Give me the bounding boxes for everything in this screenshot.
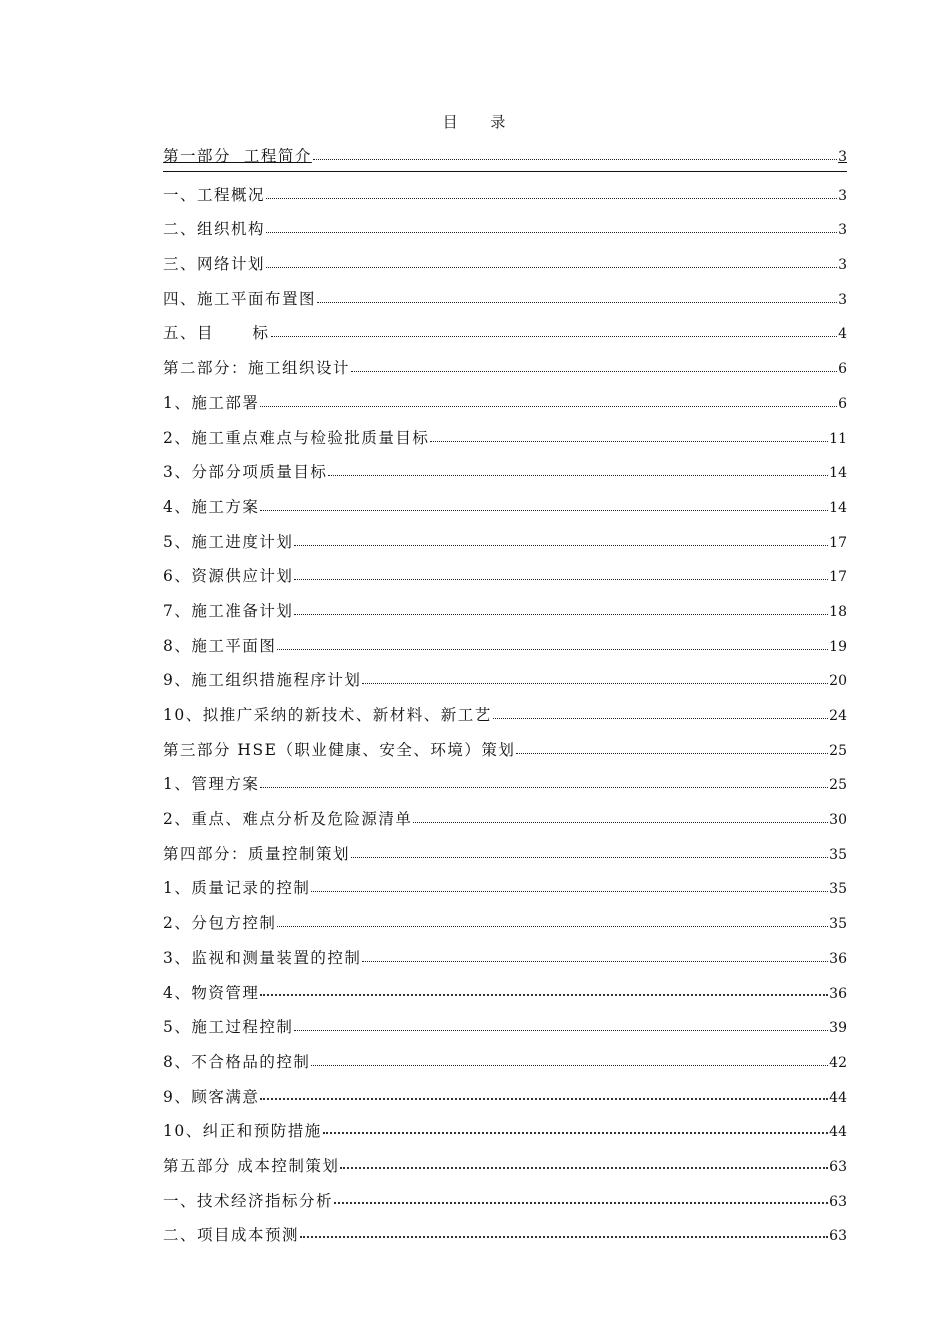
toc-entry-page: 19: [829, 638, 847, 655]
leader-dots: [351, 370, 837, 372]
toc-entry-page: 6: [838, 361, 847, 378]
toc-entry-page: 35: [829, 881, 847, 898]
leader-dots: [294, 578, 828, 580]
toc-entry-page: 24: [829, 708, 847, 724]
toc-entry-page: 3: [838, 149, 847, 165]
toc-entry[interactable]: [163, 490, 847, 525]
toc-entry[interactable]: [163, 282, 847, 317]
toc-entry[interactable]: [163, 1114, 847, 1149]
toc-entry-page: 44: [829, 1089, 847, 1106]
leader-dots: [340, 1166, 828, 1169]
toc-entry-label: 第五部分 成本控制策划: [163, 1156, 340, 1175]
leader-dots: [294, 1029, 828, 1031]
toc-title: 目 录: [442, 113, 520, 131]
leader-dots: [266, 197, 837, 199]
toc-entry[interactable]: [163, 1080, 847, 1115]
toc-entry-label: 8、不合格品的控制: [163, 1052, 311, 1071]
toc-entry[interactable]: [163, 559, 847, 594]
leader-dots: [362, 682, 828, 684]
toc-entry-label: 四、施工平面布置图: [163, 289, 317, 308]
toc-entry[interactable]: [163, 142, 847, 172]
toc-entry[interactable]: [163, 1010, 847, 1045]
toc-entry-page: 42: [829, 1054, 847, 1071]
toc-entry[interactable]: [163, 941, 847, 976]
toc-entry-page: 36: [829, 985, 847, 1002]
toc-entry[interactable]: [163, 316, 847, 351]
toc-entry[interactable]: [163, 525, 847, 560]
leader-dots: [313, 158, 837, 160]
toc-entry-page: 30: [829, 812, 847, 829]
toc-entry-label: 2、施工重点难点与检验批质量目标: [163, 428, 430, 447]
leader-dots: [328, 474, 828, 476]
toc-entry-label: 2、重点、难点分析及危险源清单: [163, 810, 413, 829]
toc-entry[interactable]: [163, 351, 847, 386]
toc-entry-label: 五、目 标: [163, 324, 270, 343]
toc-entry[interactable]: [163, 421, 847, 456]
leader-dots: [311, 890, 828, 892]
toc-entry-page: 44: [829, 1124, 847, 1141]
toc-entry-page: 25: [829, 742, 847, 759]
toc-entry[interactable]: [163, 212, 847, 247]
toc-entry-page: 20: [829, 673, 847, 690]
toc-entry[interactable]: [163, 733, 847, 768]
toc-entry-label: 二、项目成本预测: [163, 1226, 300, 1245]
leader-dots: [277, 648, 828, 650]
toc-entry[interactable]: [163, 594, 847, 629]
toc-entry-label: 3、分部分项质量目标: [163, 463, 328, 482]
toc-entry[interactable]: [163, 698, 847, 733]
toc-entry-label: 9、施工组织措施程序计划: [163, 671, 362, 690]
leader-dots: [300, 1235, 828, 1238]
toc-entry-page: 14: [829, 499, 847, 516]
toc-entry[interactable]: [163, 871, 847, 906]
toc-entry[interactable]: [163, 976, 847, 1011]
toc-entry[interactable]: [163, 629, 847, 664]
toc-entry-label: 6、资源供应计划: [163, 567, 294, 586]
leader-dots: [260, 509, 828, 511]
leader-dots: [266, 231, 837, 233]
leader-dots: [311, 1064, 828, 1066]
toc-entry[interactable]: [163, 767, 847, 802]
leader-dots: [271, 335, 838, 337]
toc-entry-label: 5、施工过程控制: [163, 1018, 294, 1037]
leader-dots: [516, 752, 828, 754]
toc-entry-label: 第一部分 工程简介: [163, 147, 312, 165]
toc-entry[interactable]: [163, 247, 847, 282]
toc-entry-label: 8、施工平面图: [163, 636, 277, 655]
toc-entry-label: 10、拟推广采纳的新技术、新材料、新工艺: [163, 706, 492, 724]
leader-dots: [277, 925, 828, 927]
toc-entry[interactable]: [163, 1149, 847, 1184]
leader-dots: [334, 1201, 828, 1204]
toc-entry-page: 63: [829, 1158, 847, 1175]
toc-entry[interactable]: [163, 178, 847, 213]
leader-dots: [260, 786, 828, 788]
toc-entry-page: 36: [829, 950, 847, 967]
toc-entry[interactable]: [163, 663, 847, 698]
toc-entry-label: 3、监视和测量装置的控制: [163, 948, 362, 967]
toc-entry[interactable]: [163, 837, 847, 872]
toc-entry-page: 6: [838, 395, 847, 412]
leader-dots: [260, 1097, 828, 1100]
leader-dots: [351, 856, 828, 858]
leader-dots: [294, 613, 828, 615]
toc-entry-label: 7、施工准备计划: [163, 601, 294, 620]
toc-entry[interactable]: [163, 455, 847, 490]
toc-entry-label: 5、施工进度计划: [163, 532, 294, 551]
leader-dots: [317, 301, 837, 303]
toc-entry-label: 10、纠正和预防措施: [163, 1122, 322, 1141]
toc-entry-label: 三、网络计划: [163, 255, 266, 274]
toc-entry[interactable]: [163, 1045, 847, 1080]
toc-entry-page: 39: [829, 1020, 847, 1037]
toc-entry-label: 二、组织机构: [163, 220, 266, 239]
toc-entry-label: 9、顾客满意: [163, 1087, 260, 1106]
toc-entry-page: 17: [829, 569, 847, 586]
toc-entry-label: 1、质量记录的控制: [163, 879, 311, 898]
toc-entry-page: 3: [838, 222, 847, 239]
leader-dots: [430, 440, 828, 442]
toc-entry-page: 14: [829, 465, 847, 482]
toc-entry-label: 4、物资管理: [163, 983, 260, 1002]
leader-dots: [413, 821, 828, 823]
toc-list: [163, 142, 847, 1253]
toc-entry-page: 17: [829, 534, 847, 551]
toc-entry-label: 第二部分：施工组织设计: [163, 359, 351, 378]
toc-entry-page: 18: [829, 603, 847, 620]
leader-dots: [266, 266, 837, 268]
toc-entry[interactable]: [163, 1218, 847, 1253]
toc-entry-label: 第三部分 HSE（职业健康、安全、环境）策划: [163, 740, 516, 759]
leader-dots: [362, 960, 828, 962]
toc-entry-label: 2、分包方控制: [163, 914, 277, 933]
leader-dots: [294, 544, 828, 546]
toc-entry-page: 25: [829, 777, 847, 794]
toc-entry[interactable]: [163, 386, 847, 421]
leader-dots: [493, 717, 828, 719]
leader-dots: [260, 993, 828, 996]
leader-dots: [323, 1131, 828, 1134]
toc-entry-page: 11: [829, 430, 847, 447]
toc-entry-page: 3: [838, 291, 847, 308]
toc-entry[interactable]: [163, 1184, 847, 1219]
toc-entry-label: 第四部分：质量控制策划: [163, 844, 351, 863]
toc-entry-label: 1、施工部署: [163, 393, 260, 412]
toc-entry-page: 35: [829, 846, 847, 863]
toc-entry-page: 63: [829, 1193, 847, 1210]
toc-entry-page: 4: [838, 326, 847, 343]
toc-entry[interactable]: [163, 906, 847, 941]
toc-entry-label: 1、管理方案: [163, 775, 260, 794]
toc-entry-label: 一、工程概况: [163, 185, 266, 204]
toc-entry-label: 一、技术经济指标分析: [163, 1191, 334, 1210]
toc-entry-page: 3: [838, 187, 847, 204]
toc-entry[interactable]: [163, 802, 847, 837]
leader-dots: [260, 405, 837, 407]
toc-entry-page: 35: [829, 916, 847, 933]
toc-entry-page: 63: [829, 1228, 847, 1245]
toc-entry-page: 3: [838, 257, 847, 274]
toc-entry-label: 4、施工方案: [163, 497, 260, 516]
